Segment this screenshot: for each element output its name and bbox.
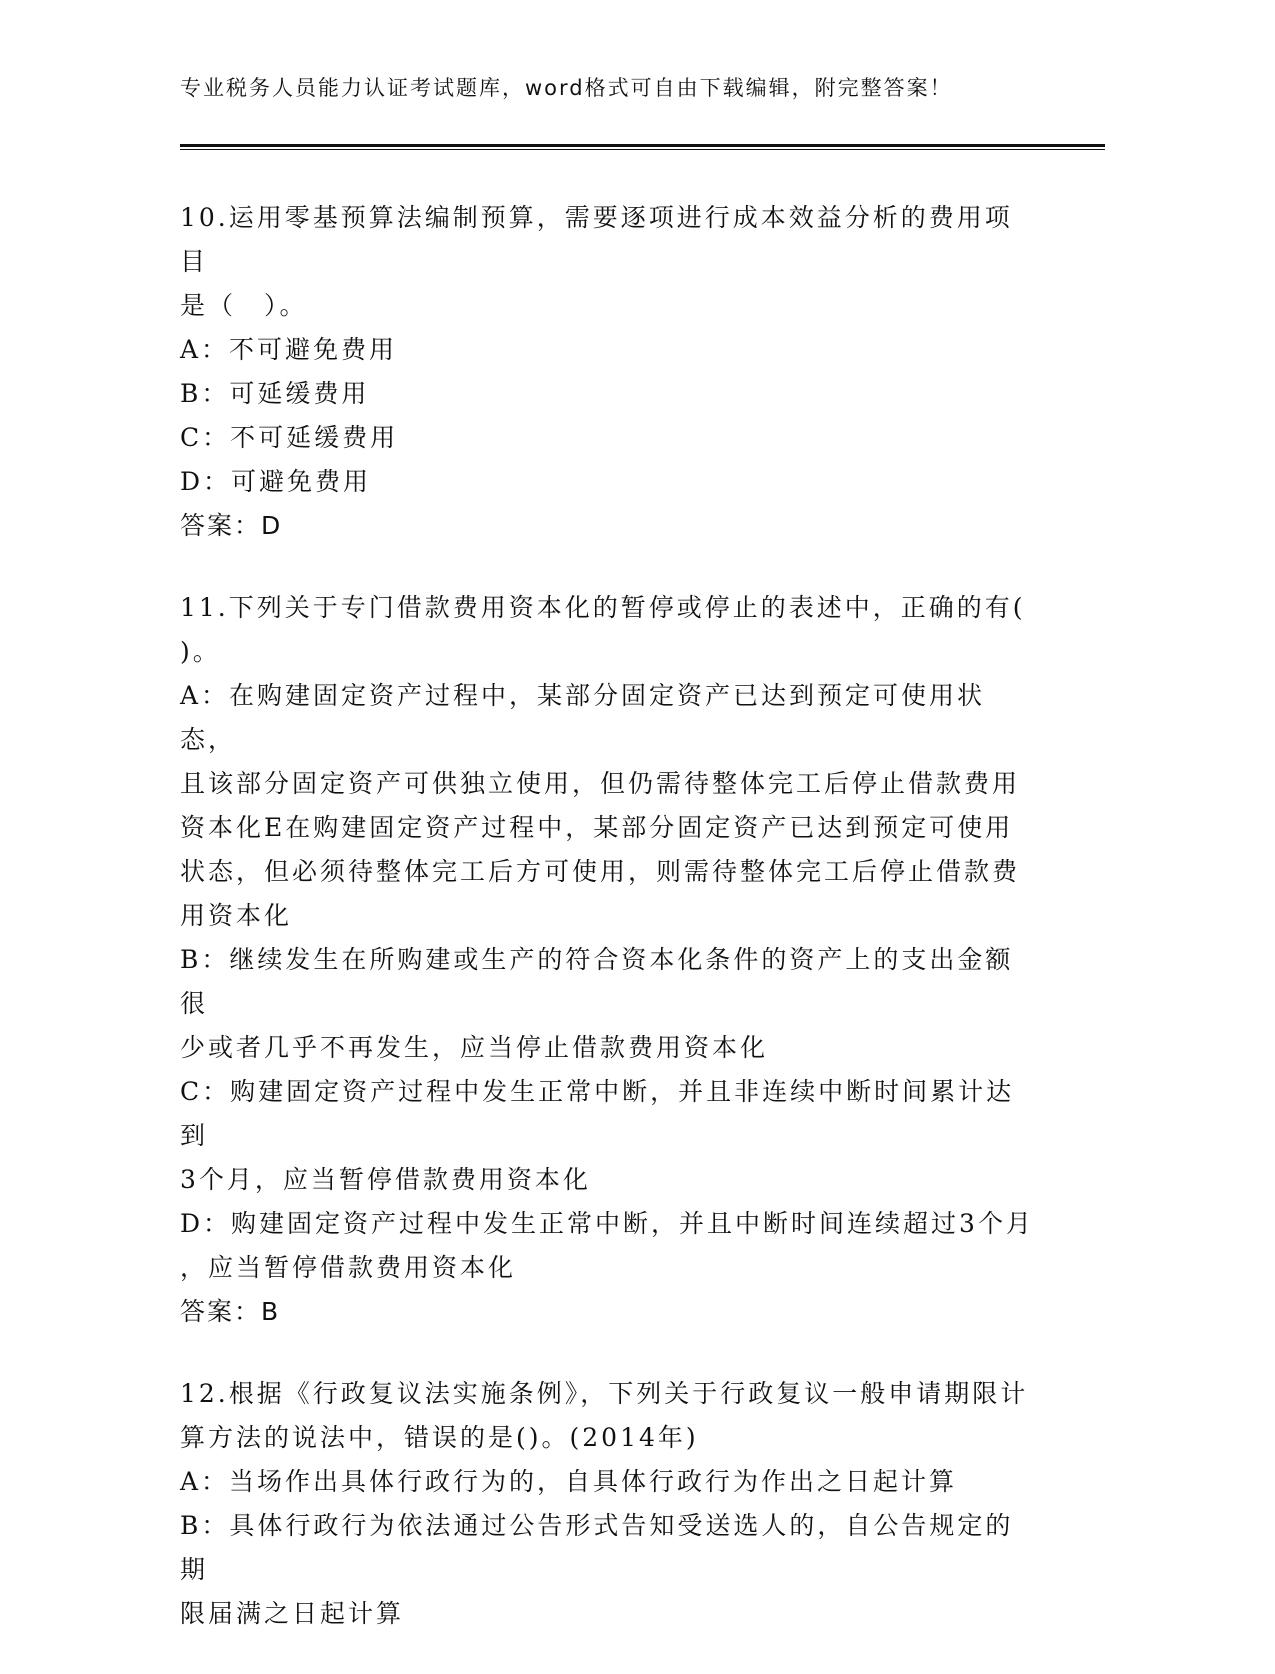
option-b-continued: 少或者几乎不再发生，应当停止借款费用资本化 <box>180 1033 769 1062</box>
question-list <box>180 196 1040 1674</box>
option-a-continued: 用资本化 <box>180 901 293 930</box>
question-stem-line: 10.运用零基预算法编制预算，需要逐项进行成本效益分析的费用项目 <box>180 203 1013 276</box>
answer-label: 答案：B <box>180 1297 281 1326</box>
answer-label: 答案：D <box>180 511 283 540</box>
question-stem-line: )。 <box>180 637 221 666</box>
page-header: 专业税务人员能力认证考试题库，word格式可自由下载编辑，附完整答案！ <box>180 76 953 100</box>
option-b-continued: 限届满之日起计算 <box>180 1599 405 1628</box>
option-d: D：购建固定资产过程中发生正常中断，并且中断时间连续超过3个月 <box>180 1209 1034 1238</box>
question-stem-line: 是（ ）。 <box>180 291 308 320</box>
question-11 <box>180 586 1040 1334</box>
option-b: B：可延缓费用 <box>180 379 370 408</box>
question-stem-line: 11.下列关于专门借款费用资本化的暂停或停止的表述中，正确的有( <box>180 593 1026 622</box>
option-a-continued: 且该部分固定资产可供独立使用，但仍需待整体完工后停止借款费用 <box>180 769 1021 798</box>
header-divider <box>180 144 1105 150</box>
option-c-continued: 3个月，应当暂停借款费用资本化 <box>180 1165 591 1194</box>
option-c: C：不可延缓费用 <box>180 423 399 452</box>
option-a-continued: 资本化E在购建固定资产过程中，某部分固定资产已达到预定可使用 <box>180 813 1014 842</box>
option-c: C：购建固定资产过程中发生正常中断，并且非连续中断时间累计达到 <box>180 1077 1015 1150</box>
option-d: D：可避免费用 <box>180 467 372 496</box>
option-a: A：当场作出具体行政行为的，自具体行政行为作出之日起计算 <box>180 1467 958 1496</box>
option-a: A：在购建固定资产过程中，某部分固定资产已达到预定可使用状态， <box>180 681 986 754</box>
question-stem-line: 12.根据《行政复议法实施条例》，下列关于行政复议一般申请期限计 <box>180 1379 1029 1408</box>
option-b: B：继续发生在所购建或生产的符合资本化条件的资产上的支出金额很 <box>180 945 1014 1018</box>
question-12 <box>180 1372 1040 1636</box>
option-a-continued: 状态，但必须待整体完工后方可使用，则需待整体完工后停止借款费 <box>180 857 1021 886</box>
option-a: A：不可避免费用 <box>180 335 398 364</box>
question-10 <box>180 196 1040 548</box>
option-d-continued: ，应当暂停借款费用资本化 <box>180 1253 517 1282</box>
question-stem-line: 算方法的说法中，错误的是()。(2014年) <box>180 1423 699 1452</box>
option-b: B：具体行政行为依法通过公告形式告知受送选人的，自公告规定的期 <box>180 1511 1014 1584</box>
